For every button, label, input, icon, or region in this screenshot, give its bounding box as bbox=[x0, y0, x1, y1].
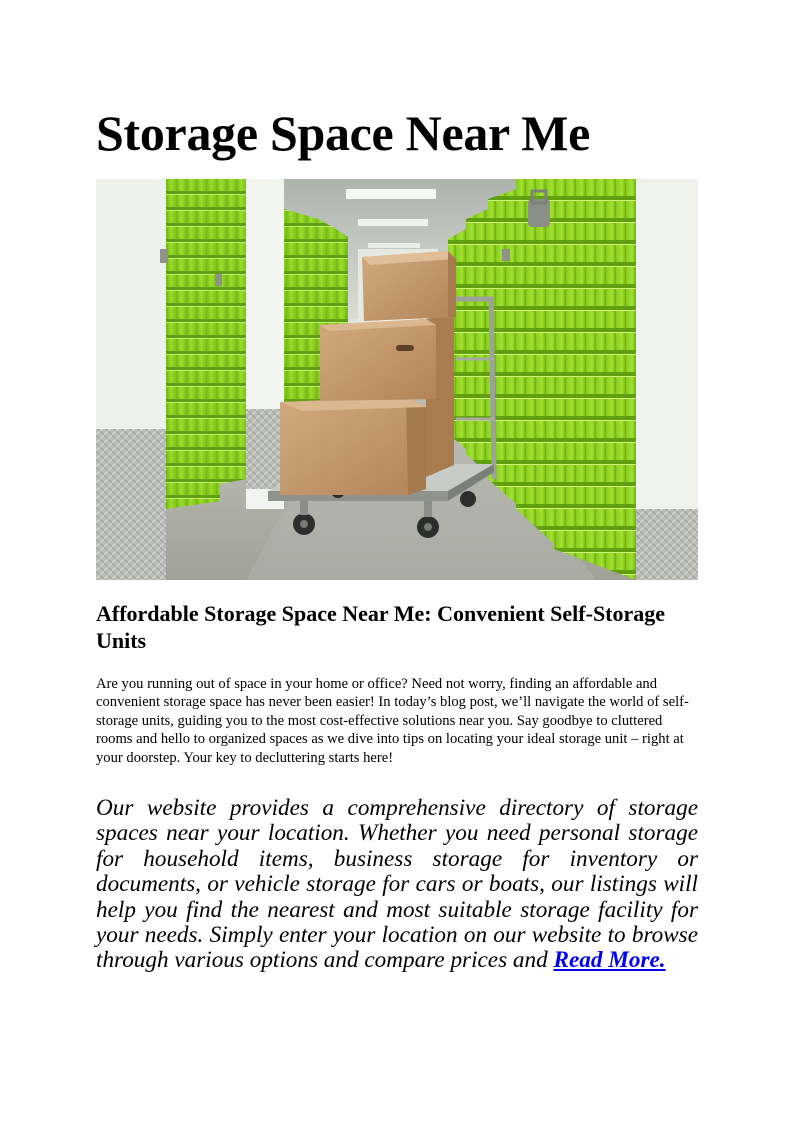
page-title: Storage Space Near Me bbox=[96, 105, 591, 161]
read-more-link[interactable]: Read More. bbox=[553, 947, 666, 974]
promo-paragraph bbox=[96, 796, 698, 974]
promo-text: Our website provides a comprehensive directory of storage spaces near your location. Whether you need personal storage for household items, business storage for inventory or documents, or vehicle storage for cars or boats, our listings will help you find the nearest and most suitable storage facility for your needs. Simply enter your location on our website to browse through various options and compare prices and bbox=[96, 795, 698, 974]
intro-paragraph: Are you running out of space in your home or office? Need not worry, finding an affordable and convenient storage space has never been easier! In today’s blog post, we’ll navigate the world of self-storage units, guiding you to the most cost-effective solutions near you. Say goodbye to cluttered rooms and hello to organized spaces as we dive into tips on locating your ideal storage unit – right at your doorstep. Your key to decluttering starts here! bbox=[96, 676, 689, 766]
hero-photo-storage-corridor bbox=[96, 179, 698, 580]
article-subtitle: Affordable Storage Space Near Me: Convenient Self-Storage Units bbox=[96, 601, 666, 653]
